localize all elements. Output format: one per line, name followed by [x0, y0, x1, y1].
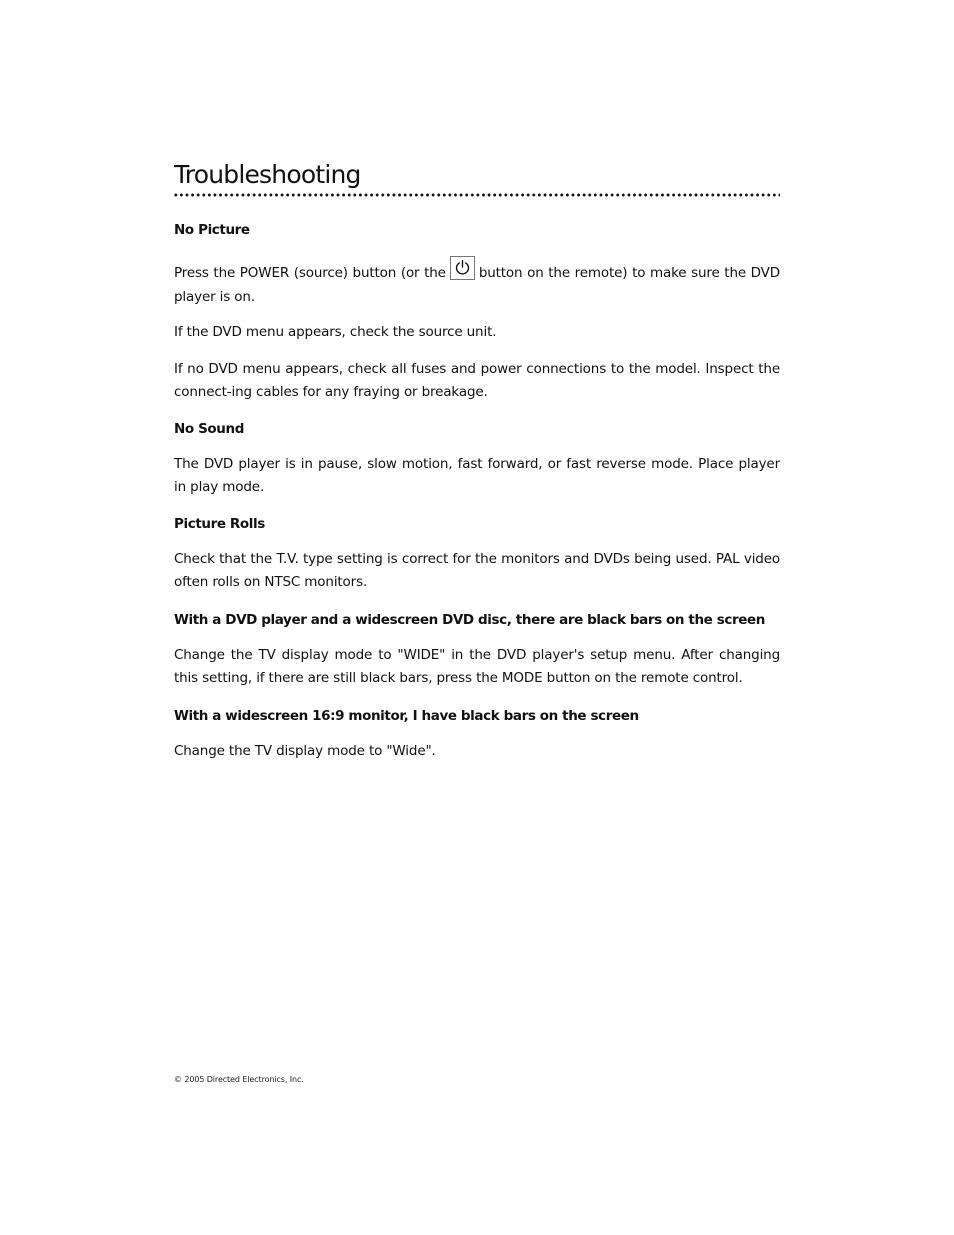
paragraph: Change the TV display mode to "WIDE" in the DVD player's setup menu. After changing this setting, if there are still black bars, press the MODE button on the remote control.: [174, 646, 780, 686]
troubleshooting-page: [174, 160, 780, 763]
paragraph-power-instruction: [174, 256, 780, 309]
dotted-rule: [174, 192, 780, 198]
paragraph: If no DVD menu appears, check all fuses and power connections to the model. Inspect the connect-ing cables for any fraying or breakage.: [174, 360, 780, 400]
section-heading-picture-rolls: Picture Rolls: [174, 515, 265, 532]
copyright-footer: © 2005 Directed Electronics, Inc.: [174, 1075, 304, 1084]
section-heading-no-picture: No Picture: [174, 222, 250, 238]
paragraph-text-before-icon: Press the POWER (source) button (or the: [174, 265, 446, 281]
page-title: Troubleshooting: [174, 160, 361, 189]
paragraph: If the DVD menu appears, check the source unit.: [174, 324, 497, 340]
section-heading-no-sound: No Sound: [174, 420, 244, 437]
section-heading-widescreen-dvd: With a DVD player and a widescreen DVD disc, there are black bars on the screen: [174, 611, 765, 628]
paragraph: The DVD player is in pause, slow motion, fast forward, or fast reverse mode. Place player in play mode.: [174, 455, 780, 495]
paragraph: Check that the T.V. type setting is correct for the monitors and DVDs being used. PAL video often rolls on NTSC monitors.: [174, 550, 780, 590]
power-icon: [450, 256, 475, 280]
paragraph-text-after-icon: button on the remote) to make sure the DVD player is on.: [174, 265, 780, 305]
paragraph: Change the TV display mode to "Wide".: [174, 742, 436, 759]
section-heading-widescreen-monitor: With a widescreen 16:9 monitor, I have black bars on the screen: [174, 707, 639, 724]
